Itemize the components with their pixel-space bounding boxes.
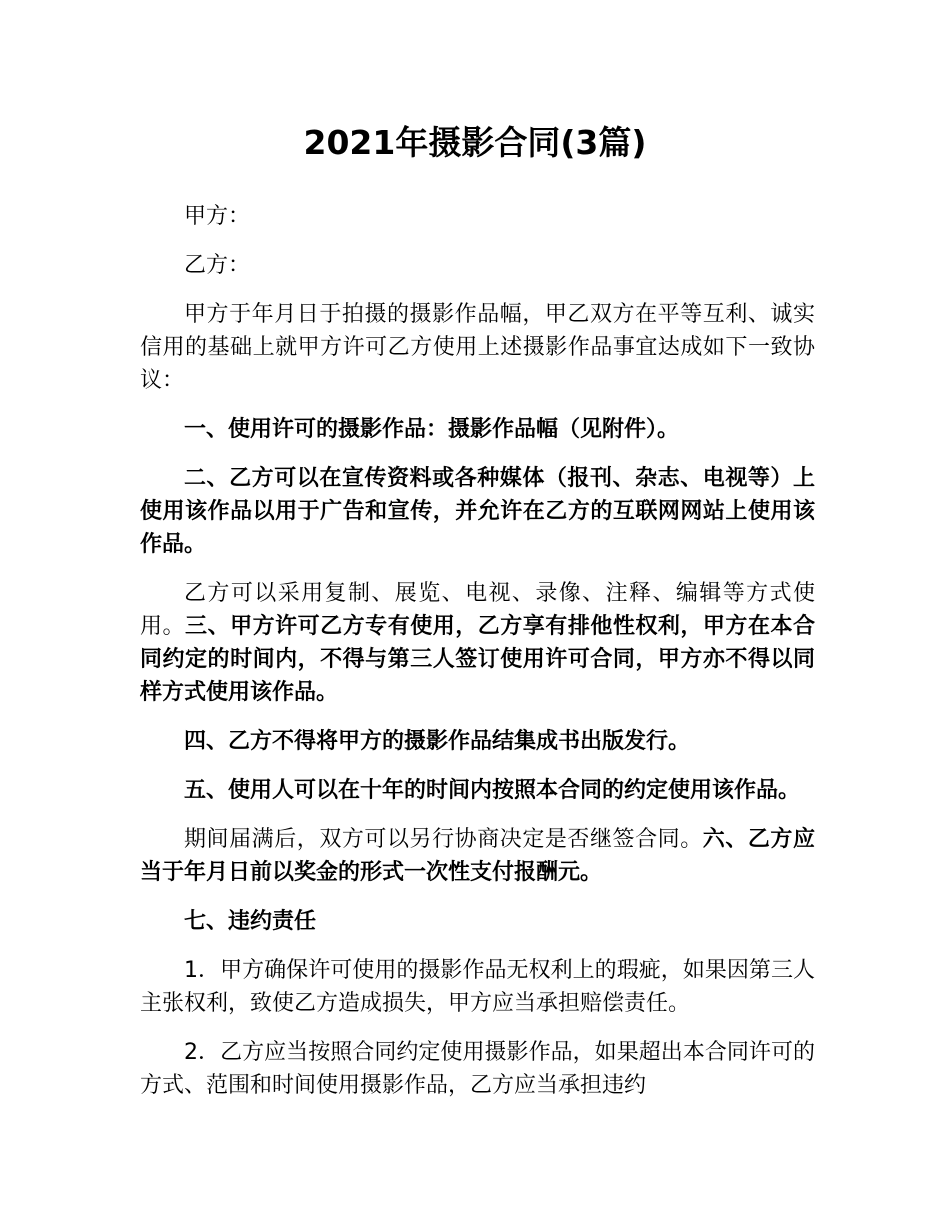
- clause-4: 四、乙方不得将甲方的摄影作品结集成书出版发行。: [184, 729, 691, 754]
- clause-3: 三、甲方许可乙方专有使用，乙方享有排他性权利，甲方在本合同约定的时间内，不得与第三人签订使用许可合同，甲方亦不得以同样方式使用该作品。: [140, 614, 815, 705]
- liability-item-2: 2．乙方应当按照合同约定使用摄影作品，如果超出本合同许可的方式、范围和时间使用摄影作品，乙方应当承担违约: [140, 1040, 815, 1098]
- document-body: [140, 200, 815, 1118]
- party-b-line: 乙方：: [184, 253, 251, 278]
- party-a-line: 甲方：: [184, 204, 251, 229]
- clause-1: 一、使用许可的摄影作品：摄影作品幅（见附件）。: [184, 417, 680, 442]
- clause-7-heading: 七、违约责任: [184, 909, 317, 934]
- usage-text: 乙方可以采用复制、展览、电视、录像、注释、编辑等方式使用。: [140, 581, 815, 639]
- clause-5: 五、使用人可以在十年的时间内按照本合同的约定使用该作品。: [184, 778, 801, 803]
- renewal-text: 期间届满后，双方可以另行协商决定是否继签合同。: [184, 827, 703, 852]
- liability-item-1: 1．甲方确保许可使用的摄影作品无权利上的瑕疵，如果因第三人主张权利，致使乙方造成损失，甲方应当承担赔偿责任。: [140, 958, 815, 1016]
- renewal-paragraph: [140, 823, 815, 889]
- intro-paragraph: 甲方于年月日于拍摄的摄影作品幅，甲乙双方在平等互利、诚实信用的基础上就甲方许可乙方使用上述摄影作品事宜达成如下一致协议：: [140, 302, 815, 393]
- clause-2: 二、乙方可以在宣传资料或各种媒体（报刊、杂志、电视等）上使用该作品以用于广告和宣传，并允许在乙方的互联网网站上使用该作品。: [140, 466, 815, 557]
- document-title: 2021年摄影合同(3篇): [303, 123, 647, 162]
- clause-6: 六、乙方应当于年月日前以奖金的形式一次性支付报酬元。: [140, 827, 815, 885]
- usage-paragraph: [140, 577, 815, 709]
